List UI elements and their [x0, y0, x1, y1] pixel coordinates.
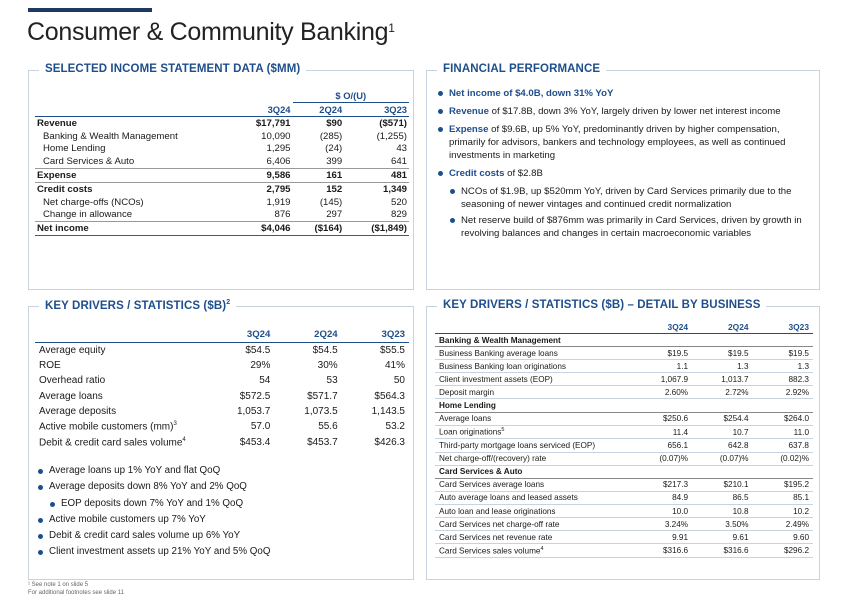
detail-by-business-col-header: 3Q24 — [632, 321, 692, 334]
detail-by-business-col-header: 3Q23 — [753, 321, 813, 334]
row-label — [35, 404, 207, 419]
income-statement-label-header — [35, 103, 229, 117]
row-label: Card Services & Auto — [43, 156, 135, 168]
row-value: $17,791 — [255, 117, 291, 129]
table-row — [35, 208, 409, 221]
row-value: $54.5 — [312, 345, 338, 357]
row-value: 642.8 — [692, 439, 752, 452]
row-value: (0.02)% — [753, 452, 813, 465]
row-value: 10.2 — [753, 504, 813, 517]
row-label — [435, 504, 632, 517]
financial-performance-heading: FINANCIAL PERFORMANCE — [437, 63, 606, 75]
bullet-text: NCOs of $1.9B, up $520mm YoY, driven by Card Services primarily due to the seasoning of newer vintages and continued credit normalization — [461, 186, 792, 210]
table-row — [35, 196, 409, 209]
change-header: $ O/(U) — [293, 89, 409, 103]
row-value: $316.6 — [632, 544, 692, 558]
row-value: 50 — [393, 375, 405, 387]
row-value: $210.1 — [692, 478, 752, 491]
row-value: 2.60% — [632, 386, 692, 399]
row-value: 641 — [390, 156, 407, 168]
table-row — [35, 419, 409, 435]
row-value: 9,586 — [229, 169, 292, 183]
row-label-text: Average loans — [439, 414, 492, 424]
row-value: 11.4 — [632, 425, 692, 439]
row-value: 399 — [326, 156, 343, 168]
table-row — [435, 386, 813, 399]
row-label: Revenue — [37, 117, 77, 129]
list-item: Client investment assets up 21% YoY and 5% QoQ — [37, 546, 407, 558]
row-value: $90 — [326, 117, 343, 129]
table-row — [435, 412, 813, 425]
list-item — [449, 185, 815, 211]
row-value: 2.92% — [753, 386, 813, 399]
row-value: 6,406 — [266, 156, 291, 168]
detail-by-business-table — [435, 321, 813, 558]
table-row — [35, 182, 409, 195]
table-row — [35, 169, 409, 183]
table-row — [435, 504, 813, 517]
row-value: 9.91 — [632, 531, 692, 544]
row-label: Net income — [35, 222, 229, 236]
row-value: $564.3 — [374, 390, 405, 402]
row-value: 637.8 — [753, 439, 813, 452]
row-value: 152 — [293, 182, 345, 195]
row-value: $55.5 — [379, 345, 405, 357]
row-value: 161 — [293, 169, 345, 183]
row-label-text: Average deposits — [39, 405, 117, 417]
row-label — [435, 518, 632, 531]
row-value: 297 — [326, 209, 343, 221]
list-item: Average loans up 1% YoY and flat QoQ — [37, 465, 407, 477]
detail-by-business-col-header: 2Q24 — [692, 321, 752, 334]
row-label-text: Business Banking average loans — [439, 348, 558, 358]
row-value: 1,143.5 — [371, 405, 405, 417]
row-label-text: Business Banking loan originations — [439, 361, 566, 371]
row-value: $54.5 — [245, 345, 271, 357]
row-value: $453.7 — [307, 436, 338, 448]
row-value: 41% — [384, 360, 405, 372]
list-item — [437, 167, 815, 180]
table-row — [435, 531, 813, 544]
income-statement-col-header: 3Q24 — [229, 103, 292, 117]
bullet-text: of $9.6B, up 5% YoY, predominantly driven by higher compensation, primarily for advisors, bankers and technology employees, as well as continued investments in marketing — [449, 124, 786, 161]
row-label — [435, 386, 632, 399]
footnote-1: ¹ See note 1 on slide 5 — [28, 582, 89, 588]
row-value: 1.3 — [753, 360, 813, 373]
row-value: $4,046 — [229, 222, 292, 236]
row-label-text: Card Services net charge-off rate — [439, 519, 560, 529]
row-label — [435, 544, 632, 558]
row-value: $217.3 — [632, 478, 692, 491]
row-label — [435, 360, 632, 373]
table-row — [35, 155, 409, 168]
row-value: 3.50% — [692, 518, 752, 531]
table-row — [35, 404, 409, 419]
table-row — [35, 117, 409, 130]
key-drivers-bullets — [37, 465, 407, 563]
row-value: $250.6 — [632, 412, 692, 425]
row-label — [35, 389, 207, 404]
row-value: (24) — [325, 143, 343, 155]
row-value: ($1,849) — [344, 222, 409, 236]
table-row — [435, 491, 813, 504]
table-row — [435, 439, 813, 452]
row-value: $19.5 — [753, 347, 813, 360]
row-value: 829 — [390, 209, 407, 221]
row-value: 84.9 — [632, 491, 692, 504]
row-value: 55.6 — [318, 421, 338, 433]
row-label-text: Auto loan and lease originations — [439, 506, 556, 516]
row-value: 2.72% — [692, 386, 752, 399]
table-row — [435, 347, 813, 360]
row-value: (145) — [319, 196, 343, 208]
row-value: 2.49% — [753, 518, 813, 531]
income-statement-col-header: 2Q24 — [293, 103, 345, 117]
list-item — [437, 105, 815, 118]
row-label-text: Net charge-off/(recovery) rate — [439, 454, 547, 464]
row-value: 1,053.7 — [236, 405, 271, 417]
row-value: 656.1 — [632, 439, 692, 452]
row-label — [35, 419, 207, 435]
section-row — [435, 334, 813, 347]
detail-by-business-panel — [426, 299, 820, 580]
list-item: Average deposits down 8% YoY and 2% QoQ — [37, 481, 407, 493]
title-accent-bar — [28, 8, 152, 12]
bullet-lead: Revenue — [449, 106, 489, 117]
row-value: (1,255) — [376, 130, 407, 142]
table-row — [435, 544, 813, 558]
row-label-text: Overhead ratio — [39, 375, 106, 387]
row-value: 3.24% — [632, 518, 692, 531]
row-value: 481 — [344, 169, 409, 183]
row-value: 43 — [396, 143, 407, 155]
bullet-lead: Net income of $4.0B, down 31% YoY — [449, 88, 614, 99]
row-label-text: Card Services sales volume — [439, 546, 541, 556]
row-value: 882.3 — [753, 373, 813, 386]
row-value: $296.2 — [753, 544, 813, 558]
row-footnote: 3 — [173, 421, 177, 428]
list-item: EOP deposits down 7% YoY and 1% QoQ — [49, 498, 407, 510]
row-label-text: Third-party mortgage loans serviced (EOP) — [439, 441, 596, 451]
table-row — [35, 130, 409, 143]
income-statement-table — [35, 89, 409, 236]
income-statement-col-header: 3Q23 — [344, 103, 409, 117]
row-value: 54 — [259, 375, 271, 387]
income-statement-panel — [28, 63, 414, 290]
section-row — [435, 399, 813, 412]
table-row — [35, 143, 409, 156]
table-row — [35, 389, 409, 404]
row-value: 1,067.9 — [632, 373, 692, 386]
row-value: 10,090 — [261, 130, 291, 142]
key-drivers-panel — [28, 299, 414, 580]
row-label — [35, 434, 207, 450]
row-value: 53.2 — [385, 421, 405, 433]
row-label: Expense — [35, 169, 229, 183]
key-drivers-table — [35, 327, 409, 450]
row-value: $571.7 — [307, 390, 338, 402]
row-value: 86.5 — [692, 491, 752, 504]
row-value: 10.8 — [692, 504, 752, 517]
key-drivers-heading: KEY DRIVERS / STATISTICS ($B)$^2$ — [39, 299, 236, 312]
bullet-text: of $2.8B — [504, 168, 543, 179]
key-drivers-label-header — [35, 327, 207, 343]
row-label — [435, 425, 632, 439]
row-value: 1.3 — [692, 360, 752, 373]
table-row — [435, 425, 813, 439]
bullet-text: Net reserve build of $876mm was primarily in Card Services, driven by growth in revolving balances and changes in certain macroeconomic variables — [461, 215, 802, 239]
row-value: $426.3 — [374, 436, 405, 448]
row-value: $572.5 — [239, 390, 271, 402]
list-item: Active mobile customers up 7% YoY — [37, 514, 407, 526]
row-value: 1,349 — [344, 182, 409, 195]
table-row — [435, 478, 813, 491]
row-label-text: Active mobile customers (mm) — [39, 421, 174, 433]
row-value: ($571) — [379, 117, 407, 129]
row-label-text: Deposit margin — [439, 387, 495, 397]
row-label — [435, 439, 632, 452]
row-label — [435, 412, 632, 425]
row-value: 1,073.5 — [304, 405, 338, 417]
row-label — [35, 358, 207, 373]
table-row — [35, 222, 409, 236]
key-drivers-col-header: 3Q24 — [207, 327, 274, 343]
row-value: 10.0 — [632, 504, 692, 517]
row-label-text: Card Services average loans — [439, 480, 545, 490]
row-label — [435, 452, 632, 465]
row-label — [435, 373, 632, 386]
list-item — [449, 214, 815, 240]
section-label: Card Services & Auto — [435, 465, 813, 478]
row-value: ($164) — [293, 222, 345, 236]
list-item — [437, 123, 815, 162]
row-label — [435, 491, 632, 504]
row-value: $453.4 — [239, 436, 271, 448]
row-label-text: Debit & credit card sales volume — [39, 436, 183, 448]
detail-by-business-heading: KEY DRIVERS / STATISTICS ($B) – DETAIL BY BUSINESS — [437, 299, 766, 311]
row-label: Credit costs — [35, 182, 229, 195]
row-value: $254.4 — [692, 412, 752, 425]
row-label-text: Loan originations — [439, 427, 502, 437]
financial-performance-panel — [426, 63, 820, 290]
row-value: 10.7 — [692, 425, 752, 439]
row-footnote: 5 — [501, 427, 505, 434]
row-label-text: Auto average loans and leased assets — [439, 493, 578, 503]
row-label: Banking & Wealth Management — [43, 130, 178, 142]
bullet-text: of $17.8B, down 3% YoY, largely driven by lower net interest income — [489, 106, 781, 117]
bullet-lead: Credit costs — [449, 168, 505, 179]
section-label: Banking & Wealth Management — [435, 334, 813, 347]
row-label — [435, 347, 632, 360]
table-row — [435, 452, 813, 465]
row-label-text: Client investment assets (EOP) — [439, 374, 553, 384]
row-value: 57.0 — [250, 421, 271, 433]
table-row — [435, 373, 813, 386]
row-value: 11.0 — [753, 425, 813, 439]
table-row — [435, 360, 813, 373]
row-footnote: 4 — [182, 436, 186, 443]
table-row — [435, 518, 813, 531]
row-value: (285) — [319, 130, 343, 142]
row-value: 520 — [390, 196, 407, 208]
footnote-2: For additional footnotes see slide 11 — [28, 590, 124, 596]
bullet-lead: Expense — [449, 124, 489, 135]
row-value: $19.5 — [632, 347, 692, 360]
row-value: 1.1 — [632, 360, 692, 373]
row-value: 876 — [274, 209, 291, 221]
table-row — [35, 343, 409, 359]
row-label: Home Lending — [43, 143, 106, 155]
row-label: Change in allowance — [43, 209, 133, 221]
row-value: (0.07)% — [632, 452, 692, 465]
page-title: Consumer & Community Banking$^1$ — [27, 18, 395, 46]
row-label-text: Average loans — [39, 390, 103, 402]
table-row — [35, 358, 409, 373]
row-value: 9.60 — [753, 531, 813, 544]
financial-performance-list — [437, 87, 815, 243]
row-value: $195.2 — [753, 478, 813, 491]
table-row — [35, 434, 409, 450]
row-value: 1,013.7 — [692, 373, 752, 386]
row-label-text: Average equity — [39, 345, 106, 357]
row-value: 53 — [326, 375, 338, 387]
row-label — [35, 373, 207, 388]
detail-by-business-label-header — [435, 321, 632, 334]
row-value: $316.6 — [692, 544, 752, 558]
row-value: $264.0 — [753, 412, 813, 425]
income-statement-heading: SELECTED INCOME STATEMENT DATA ($MM) — [39, 63, 306, 75]
row-value: 9.61 — [692, 531, 752, 544]
table-row — [35, 373, 409, 388]
row-value: 85.1 — [753, 491, 813, 504]
key-drivers-col-header: 2Q24 — [274, 327, 341, 343]
row-label — [435, 531, 632, 544]
row-value: 2,795 — [229, 182, 292, 195]
section-label: Home Lending — [435, 399, 813, 412]
key-drivers-col-header: 3Q23 — [342, 327, 409, 343]
list-item — [437, 87, 815, 100]
row-label-text: Card Services net revenue rate — [439, 532, 553, 542]
row-label — [35, 343, 207, 359]
row-label: Net charge-offs (NCOs) — [43, 196, 144, 208]
row-label — [435, 478, 632, 491]
row-value: (0.07)% — [692, 452, 752, 465]
list-item: Debit & credit card sales volume up 6% YoY — [37, 530, 407, 542]
row-value: 1,295 — [266, 143, 291, 155]
row-value: 29% — [250, 360, 271, 372]
row-value: 30% — [317, 360, 338, 372]
section-row — [435, 465, 813, 478]
row-footnote: 4 — [540, 545, 544, 552]
row-value: $19.5 — [692, 347, 752, 360]
row-value: 1,919 — [266, 196, 291, 208]
row-label-text: ROE — [39, 360, 61, 372]
